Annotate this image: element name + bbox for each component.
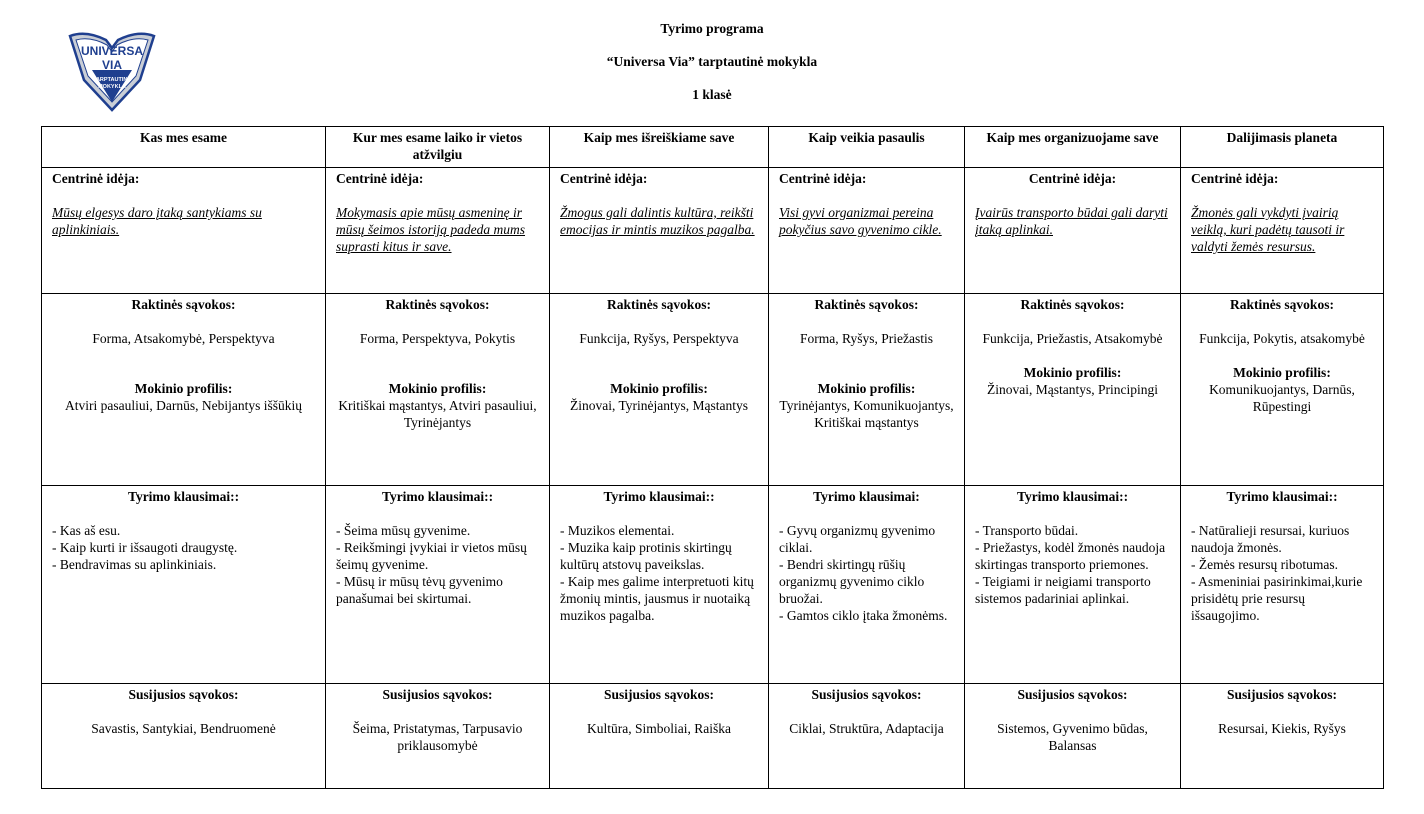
inquiry-item: - Gamtos ciklo įtaka žmonėms.	[779, 608, 948, 623]
inquiry-cell	[1181, 486, 1384, 684]
central-idea-row	[42, 168, 1384, 294]
inquiry-label: Tyrimo klausimai::	[127, 489, 240, 504]
inquiry-item: - Kas aš esu.	[52, 523, 121, 538]
related-concepts-text: Sistemos, Gyvenimo būdas, Balansas	[997, 721, 1148, 753]
inquiry-item: - Reikšmingi įvykiai ir vietos mūsų šeimų gyvenime.	[336, 540, 527, 572]
profile-label: Mokinio profilis:	[134, 381, 233, 396]
central-idea-label: Centrinė idėja:	[779, 171, 867, 186]
key-concepts-cell	[769, 294, 965, 486]
logo-line3: TARPTAUTINĖ	[93, 77, 131, 83]
related-concepts-label: Susijusios sąvokos:	[1227, 687, 1337, 702]
inquiry-item: - Priežastys, kodėl žmonės naudoja skirtingas transporto priemones.	[975, 540, 1166, 572]
profile-label: Mokinio profilis:	[1023, 365, 1122, 380]
related-concepts-text: Savastis, Santykiai, Bendruomenė	[91, 721, 276, 736]
key-concepts-cell	[550, 294, 769, 486]
related-concepts-label: Susijusios sąvokos:	[604, 687, 714, 702]
theme-row	[42, 127, 1384, 168]
central-idea-text: Visi gyvi organizmai pereina pokyčius savo gyvenimo cikle.	[779, 205, 942, 237]
key-concepts-cell	[965, 294, 1181, 486]
inquiry-label: Tyrimo klausimai::	[1226, 489, 1338, 504]
related-concepts-cell	[550, 684, 769, 789]
central-idea-label: Centrinė idėja:	[1028, 171, 1117, 186]
inquiry-list	[975, 522, 1170, 607]
logo-line4: MOKYKLA	[98, 84, 126, 90]
central-idea-text: Įvairūs transporto būdai gali daryti įtaką aplinkai.	[975, 205, 1168, 237]
related-concepts-cell	[769, 684, 965, 789]
theme-header: Kaip mes išreiškiame save	[550, 127, 769, 168]
inquiry-item: - Muzika kaip protinis skirtingų kultūrų atstovų paveikslas.	[560, 540, 732, 572]
central-idea-text: Mokymasis apie mūsų asmeninę ir mūsų šeimos istoriją padeda mums suprasti kitus ir save.	[336, 205, 526, 254]
central-idea-label: Centrinė idėja:	[52, 171, 140, 186]
logo-line1: UNIVERSA	[80, 44, 144, 58]
key-concepts-text: Forma, Perspektyva, Pokytis	[359, 331, 516, 346]
inquiry-item: - Mūsų ir mūsų tėvų gyvenimo panašumai bei skirtumai.	[336, 574, 503, 606]
central-idea-text: Žmonės gali vykdyti įvairią veiklą, kuri padėtų tausoti ir valdyti žemės resursus.	[1191, 205, 1345, 254]
related-concepts-text: Ciklai, Struktūra, Adaptacija	[789, 721, 944, 736]
inquiry-label: Tyrimo klausimai::	[603, 489, 715, 504]
related-concepts-row	[42, 684, 1384, 789]
central-idea-text: Žmogus gali dalintis kultūra, reikšti emocijas ir mintis muzikos pagalba.	[560, 205, 755, 237]
key-concepts-text: Forma, Atsakomybė, Perspektyva	[92, 331, 275, 346]
key-concepts-text: Funkcija, Ryšys, Perspektyva	[579, 331, 739, 346]
key-concepts-cell	[42, 294, 326, 486]
related-concepts-label: Susijusios sąvokos:	[1017, 687, 1128, 702]
related-concepts-text: Resursai, Kiekis, Ryšys	[1218, 721, 1346, 736]
key-concepts-text: Funkcija, Pokytis, atsakomybė	[1199, 331, 1365, 346]
inquiry-cell	[326, 486, 550, 684]
inquiry-label: Tyrimo klausimai::	[381, 489, 494, 504]
central-idea-text: Mūsų elgesys daro įtaką santykiams su aplinkiniais.	[52, 205, 262, 237]
related-concepts-label: Susijusios sąvokos:	[382, 687, 493, 702]
document-title: Tyrimo programa	[660, 21, 764, 36]
related-concepts-label: Susijusios sąvokos:	[811, 687, 922, 702]
key-concepts-label: Raktinės sąvokos:	[1230, 297, 1334, 312]
inquiry-list	[336, 522, 539, 607]
program-table	[41, 126, 1384, 789]
inquiry-list	[52, 522, 315, 573]
profile-text: Komunikuojantys, Darnūs, Rūpestingi	[1209, 382, 1355, 414]
school-name: “Universa Via” tarptautinė mokykla	[606, 54, 818, 69]
related-concepts-label: Susijusios sąvokos:	[128, 687, 239, 702]
inquiry-item: - Asmeniniai pasirinkimai,kurie prisidėtų prie resursų išsaugojimo.	[1191, 574, 1363, 623]
inquiry-item: - Teigiami ir neigiami transporto sistemos padariniai aplinkai.	[975, 574, 1151, 606]
theme-header: Kur mes esame laiko ir vietos atžvilgiu	[326, 127, 550, 168]
inquiry-item: - Žemės resursų ribotumas.	[1191, 557, 1338, 572]
key-concepts-label: Raktinės sąvokos:	[814, 297, 919, 312]
inquiry-list	[779, 522, 954, 624]
profile-label: Mokinio profilis:	[610, 381, 708, 396]
inquiry-item: - Bendri skirtingų rūšių organizmų gyvenimo ciklo bruožai.	[779, 557, 925, 606]
profile-text: Žinovai, Mąstantys, Principingi	[987, 382, 1158, 397]
key-concepts-cell	[326, 294, 550, 486]
key-concepts-cell	[1181, 294, 1384, 486]
inquiry-cell	[769, 486, 965, 684]
central-idea-label: Centrinė idėja:	[560, 171, 648, 186]
central-idea-cell	[550, 168, 769, 294]
inquiry-item: - Natūralieji resursai, kuriuos naudoja žmonės.	[1191, 523, 1350, 555]
central-idea-label: Centrinė idėja:	[1191, 171, 1279, 186]
profile-text: Kritiškai mąstantys, Atviri pasauliui, Tyrinėjantys	[338, 398, 537, 430]
profile-text: Žinovai, Tyrinėjantys, Mąstantys	[569, 398, 749, 413]
inquiry-item: - Muzikos elementai.	[560, 523, 675, 538]
central-idea-cell	[769, 168, 965, 294]
inquiry-cell	[550, 486, 769, 684]
related-concepts-cell	[326, 684, 550, 789]
related-concepts-cell	[965, 684, 1181, 789]
profile-text: Tyrinėjantys, Komunikuojantys, Kritiškai mąstantys	[779, 398, 954, 430]
related-concepts-cell	[1181, 684, 1384, 789]
inquiry-row	[42, 486, 1384, 684]
inquiry-item: - Kaip kurti ir išsaugoti draugystę.	[52, 540, 238, 555]
grade-label: 1 klasė	[692, 87, 732, 102]
inquiry-item: - Transporto būdai.	[975, 523, 1079, 538]
theme-header: Kas mes esame	[42, 127, 326, 168]
key-concepts-label: Raktinės sąvokos:	[131, 297, 236, 312]
theme-header: Kaip mes organizuojame save	[965, 127, 1181, 168]
related-concepts-cell	[42, 684, 326, 789]
profile-text: Atviri pasauliui, Darnūs, Nebijantys iššūkių	[65, 398, 302, 413]
inquiry-cell	[42, 486, 326, 684]
theme-header: Kaip veikia pasaulis	[769, 127, 965, 168]
logo-line2: VIA	[101, 58, 123, 72]
inquiry-list	[1191, 522, 1373, 624]
theme-header: Dalijimasis planeta	[1181, 127, 1384, 168]
related-concepts-text: Kultūra, Simboliai, Raiška	[587, 721, 731, 736]
inquiry-cell	[965, 486, 1181, 684]
inquiry-item: - Šeima mūsų gyvenime.	[336, 523, 471, 538]
key-concepts-label: Raktinės sąvokos:	[385, 297, 490, 312]
central-idea-cell	[42, 168, 326, 294]
key-concepts-label: Raktinės sąvokos:	[1020, 297, 1125, 312]
key-concepts-row	[42, 294, 1384, 486]
inquiry-item: - Gyvų organizmų gyvenimo ciklai.	[779, 523, 936, 555]
profile-label: Mokinio profilis:	[1233, 365, 1331, 380]
inquiry-list	[560, 522, 758, 624]
key-concepts-text: Forma, Ryšys, Priežastis	[800, 331, 933, 346]
central-idea-cell	[326, 168, 550, 294]
profile-label: Mokinio profilis:	[817, 381, 916, 396]
central-idea-cell	[965, 168, 1181, 294]
inquiry-label: Tyrimo klausimai::	[1016, 489, 1129, 504]
central-idea-cell	[1181, 168, 1384, 294]
profile-label: Mokinio profilis:	[388, 381, 487, 396]
key-concepts-text: Funkcija, Priežastis, Atsakomybė	[982, 331, 1163, 346]
inquiry-item: - Kaip mes galime interpretuoti kitų žmonių mintis, jausmus ir nuotaiką muzikos pagalba.	[560, 574, 754, 623]
inquiry-item: - Bendravimas su aplinkiniais.	[52, 557, 217, 572]
central-idea-label: Centrinė idėja:	[336, 171, 424, 186]
key-concepts-label: Raktinės sąvokos:	[607, 297, 711, 312]
inquiry-label: Tyrimo klausimai:	[813, 489, 920, 504]
related-concepts-text: Šeima, Pristatymas, Tarpusavio priklausomybė	[352, 721, 523, 753]
